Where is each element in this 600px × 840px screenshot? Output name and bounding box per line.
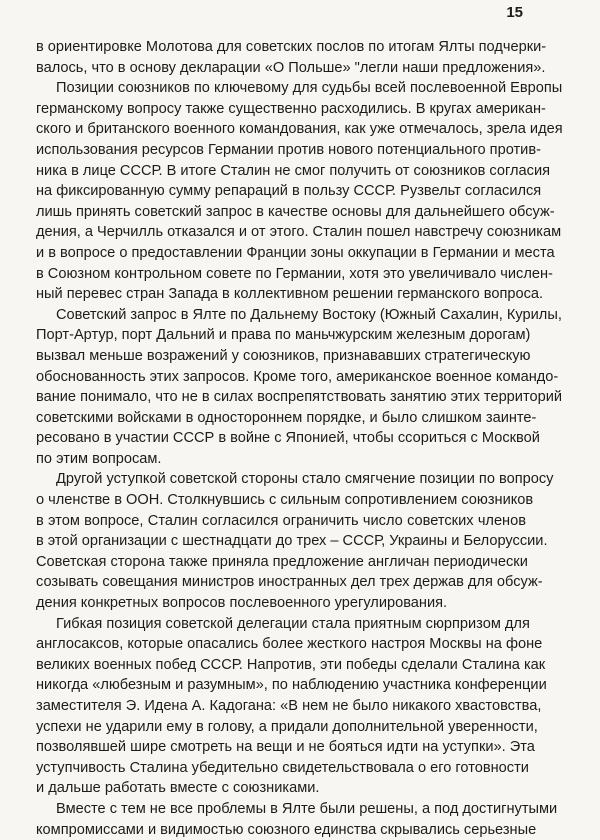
text-line: и в вопросе о предоставлении Франции зоны оккупации в Германии и места (36, 244, 555, 261)
text-line: о членстве в ООН. Столкнувшись с сильным сопротивлением союзников (36, 492, 534, 509)
text-line: ресовано в участии СССР в войне с Японией, чтобы ссориться с Москвой (36, 430, 540, 447)
text-line: компромиссами и видимостью союзного единства скрывались серьезные (36, 821, 537, 838)
text-line: Советская сторона также приняла предложение англичан периодически (36, 553, 528, 570)
text-line: использования ресурсов Германии против нового потенциального против- (36, 141, 541, 158)
text-line: уступчивость Сталина убедительно свидетельствовала о его готовности (36, 759, 529, 776)
text-line: обоснованность этих запросов. Кроме того, американское военное командо- (36, 368, 559, 385)
text-line: в этом вопросе, Сталин согласился ограничить число советских членов (36, 512, 526, 529)
text-line: дения, а Черчилль отказался и от этого. Сталин пошел навстречу союзникам (36, 224, 562, 241)
text-line: Порт-Артур, порт Дальний и права по маньчжурским железным дорогам) (36, 327, 531, 344)
text-line: ского и британского военного командования, как уже отмечалось, зрела идея (36, 121, 563, 138)
text-line: советскими войсками в одностороннем порядке, и было слишком заинте- (36, 409, 537, 426)
text-line: Позиции союзников по ключевому для судьбы всей послевоенной Европы (56, 80, 563, 97)
text-line: дения конкретных вопросов послевоенного урегулирования. (36, 595, 448, 612)
text-line: на фиксированную сумму репараций в пользу СССР. Рузвельт согласился (36, 183, 542, 200)
text-line: заместителя Э. Идена А. Кадогана: «В нем не было никакого хвастовства, (36, 698, 542, 714)
paragraph (36, 799, 558, 840)
text-line: валось, что в основу декларации «О Польше» "легли наши предложения». (36, 59, 546, 76)
text-line: англосаксов, которые опасались более жесткого настроя Москвы на фоне (36, 636, 543, 653)
text-line: вызвал меньше возражений у союзников, признававших стратегическую (36, 347, 531, 364)
text-line: великих военных побед СССР. Напротив, эти победы сделали Сталина как (36, 656, 546, 673)
text-line: в ориентировке Молотова для советских послов по итогам Ялты подчерки- (36, 39, 547, 55)
paragraph (36, 37, 547, 78)
text-line: вание понимало, что не в силах воспрепятствовать занятию этих территорий (36, 389, 563, 406)
text-line: Советский запрос в Ялте по Дальнему Востоку (Южный Сахалин, Курилы, (56, 306, 562, 323)
text-line: и дальше работать вместе с союзниками. (36, 780, 320, 797)
paragraph (36, 78, 563, 305)
text-line: Другой уступкой советской стороны стало смягчение позиции по вопросу (56, 471, 554, 488)
page-number: 15 (506, 4, 523, 21)
paragraph (36, 614, 547, 799)
text-line: в этой организации с шестнадцати до трех – СССР, Украины и Белоруссии. (36, 533, 548, 550)
text-line: позволявшей шире смотреть на вещи и не бояться идти на уступки». Эта (36, 739, 535, 756)
text-line: успехи не ударили ему в голову, а придали дополнительной уверенности, (36, 718, 538, 735)
body-text (36, 37, 563, 840)
text-line: ный перевес стран Запада в коллективном решении германского вопроса. (36, 286, 544, 303)
text-line: никогда «любезным и разумным», по наблюдению участника конференции (36, 677, 547, 694)
text-line: ника в лице СССР. В итоге Сталин не смог получить от союзников согласия (36, 162, 550, 179)
text-line: в Союзном контрольном совете по Германии, хотя это увеличивало числен- (36, 265, 553, 282)
text-line: германскому вопросу также существенно расходились. В кругах американ- (36, 100, 546, 117)
paragraph (36, 305, 563, 470)
text-line: по этим вопросам. (36, 450, 162, 467)
text-line: Гибкая позиция советской делегации стала приятным сюрпризом для (56, 615, 530, 632)
paragraph (36, 469, 554, 613)
text-line: созывать совещания министров иностранных дел трех держав для обсуж- (36, 574, 543, 591)
text-line: лишь принять советский запрос в качестве основы для дальнейшего обсуж- (36, 203, 555, 220)
text-line: Вместе с тем не все проблемы в Ялте были решены, а под достигнутыми (56, 800, 558, 817)
